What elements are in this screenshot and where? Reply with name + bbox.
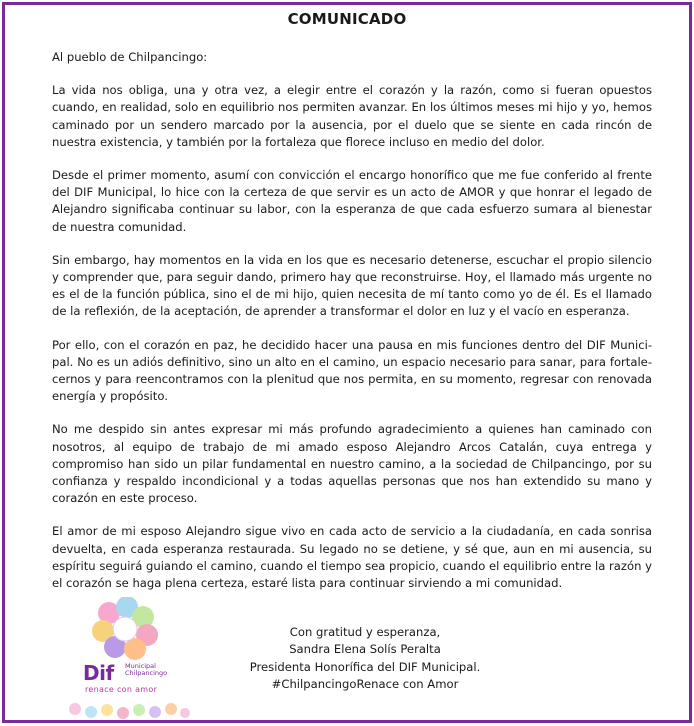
letter-body xyxy=(52,49,652,608)
dif-logo-text xyxy=(83,661,168,694)
signature-name: Sandra Elena Solís Peralta xyxy=(289,642,441,657)
signature-closing: Con gratitud y esperanza, xyxy=(289,625,441,639)
dif-logo-sub-line1: Municipal xyxy=(125,662,156,670)
dif-logo-tagline: renace con amor xyxy=(85,685,158,694)
paragraph-3: Sin embargo, hay momentos en la vida en los que es necesario detenerse, escuchar el propio silencio y comprender que, para seguir dando, primero hay que reconstruirse. Hoy, el llamado más urgente no es el de la función pública, sino el de mi hijo, quien necesita de mí tanto como yo de él. Es el llamado de la reflexión, de la aceptación, de aprender a transformar el dolor en luz y el vacío en esperanza. xyxy=(52,252,652,319)
document-title: COMUNICADO xyxy=(287,10,407,28)
dif-logo xyxy=(65,597,195,722)
document-frame xyxy=(2,2,692,723)
dif-logo-subtitle xyxy=(125,663,167,677)
salutation: Al pueblo de Chilpancingo: xyxy=(52,50,208,64)
paragraph-1: La vida nos obliga, una y otra vez, a elegir entre el corazón y la razón, como si fueran opuestos cuando, en realidad, solo en equilibrio nos permiten avanzar. En los últimos meses mi hijo y yo, hemos caminado por un sendero marcado por la ausencia, por el duelo que se siente en cada rincón de nuestra existencia, y también por la fortaleza que florece incluso en medio del dolor. xyxy=(52,83,652,149)
dif-logo-graphic xyxy=(65,597,195,722)
dif-logo-sub-line2: Chilpancingo xyxy=(125,669,168,677)
dif-logo-word: Dif xyxy=(83,661,114,685)
paragraph-2: Desde el primer momento, asumí con convicción el encargo honorífico que me fue conferido al frente del DIF Municipal, lo hice con la certeza de que servir es un acto de AMOR y que honrar el legado de Alejandro significaba continuar su labor, con la esperanza de que cada esfuerzo sumara al bienestar de nuestra comunidad. xyxy=(52,168,652,234)
paragraph-5: No me despido sin antes expresar mi más profundo agradecimiento a quienes han caminado con nosotros, al equipo de trabajo de mi amado esposo Alejandro Arcos Catalán, cuya entrega y compromiso han sido un pilar fundamental en nuestro camino, a la sociedad de Chilpancingo, por su confianza y respaldo incondicional y a todas aquellas personas que nos han extendido su mano y corazón en este proceso. xyxy=(52,422,652,506)
signature-block xyxy=(220,624,510,694)
paragraph-6: El amor de mi esposo Alejandro sigue vivo en cada acto de servicio a la ciudadanía, en cada sonrisa devuelta, en cada esperanza restaurada. Su legado no se detiene, y sé que, aun en mi ausencia, su espíritu seguirá guiando el camino, cuando el tiempo sea propicio, cuando el equilibrio entre la razón y el corazón se haga plena certeza, estaré lista para continuar sirviendo a mi comunidad. xyxy=(52,524,652,591)
signature-role: Presidenta Honorífica del DIF Municipal. xyxy=(249,659,481,674)
paragraph-4: Por ello, con el corazón en paz, he decidido hacer una pausa en mis funciones dentro del DIF Municipal. No es un adiós definitivo, sino un alto en el camino, un espacio necesario para sanar, para fortalecernos y para reencontramos con la plenitud que nos permita, en su momento, regresar con renovada energía y propósito. xyxy=(52,337,652,404)
signature-hashtag: #ChilpancingoRenace con Amor xyxy=(271,677,459,692)
